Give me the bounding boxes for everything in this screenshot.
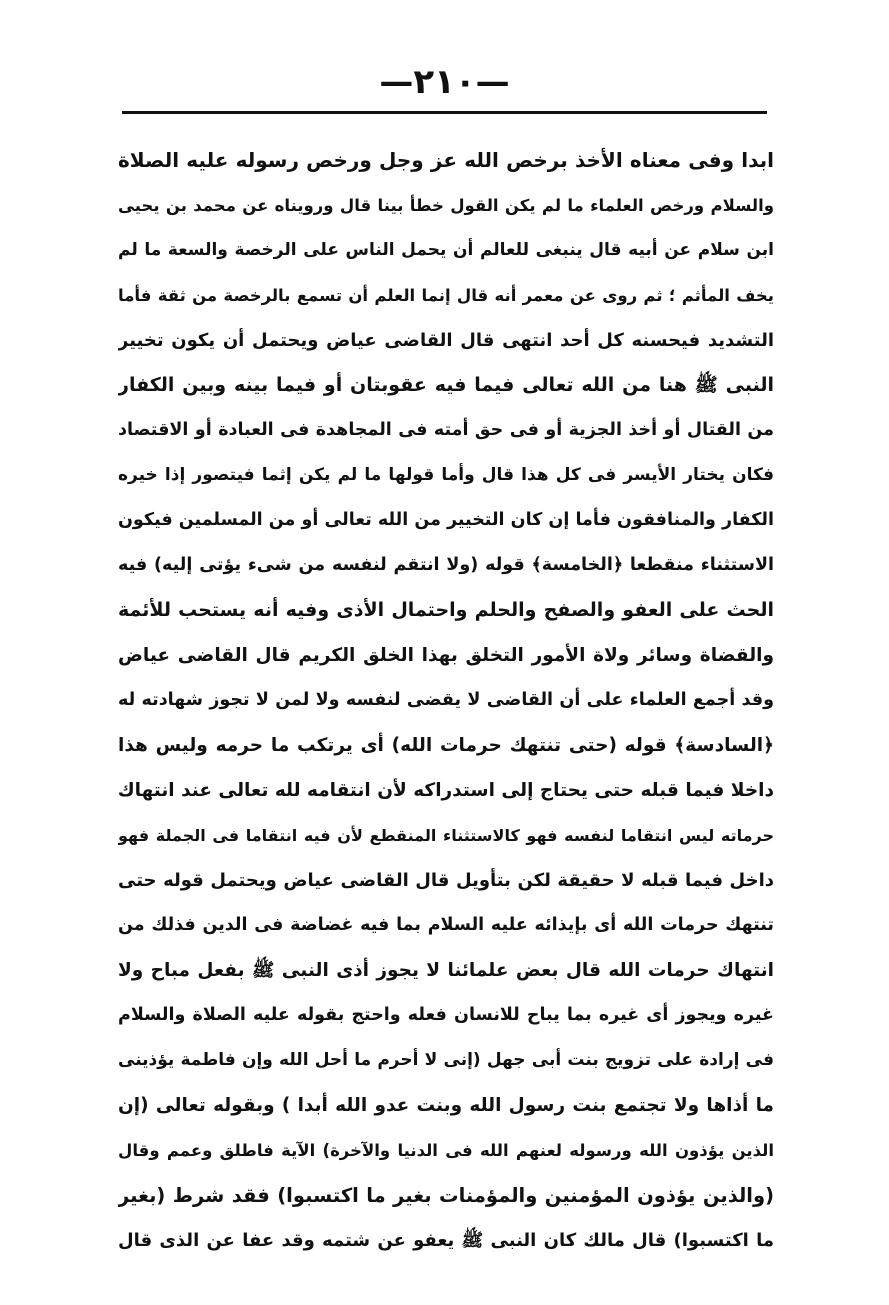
text-line: يخف المأثم ؛ ثم روى عن معمر أنه قال إنما العلم أن تسمع بالرخصة من ثقة فأما xyxy=(118,286,774,305)
page-number: —٢١٠— xyxy=(379,62,510,102)
text-line: والسلام ورخص العلماء ما لم يكن القول خطأ بينا قال ورويناه عن محمد بن يحيى xyxy=(118,196,774,215)
text-line: ما أذاها ولا تجتمع بنت رسول الله وبنت عدو الله أبدا ) وبقوله تعالى (إن xyxy=(118,1095,774,1116)
text-line: حرماته ليس انتقاما لنفسه فهو كالاستثناء المنقطع لأن فيه انتقاما فى الجملة فهو xyxy=(118,826,774,845)
body-text xyxy=(118,138,774,1263)
text-line: الذين يؤذون الله ورسوله لعنهم الله فى الدنيا والآخرة) الآية فاطلق وعمم وقال xyxy=(118,1141,774,1160)
text-line: غيره ويجوز أى غيره بما يباح للانسان فعله واحتج بقوله عليه الصلاة والسلام xyxy=(118,1005,774,1025)
text-line: التشديد فيحسنه كل أحد انتهى قال القاضى عياض ويحتمل أن يكون تخيير xyxy=(118,330,774,351)
text-line: من القتال أو أخذ الجزية أو فى حق أمته فى المجاهدة فى العبادة أو الاقتصاد xyxy=(118,420,774,440)
text-line: الحث على العفو والصفح والحلم واحتمال الأذى وفيه أنه يستحب للأئمة xyxy=(118,599,774,621)
text-line: (والذين يؤذون المؤمنين والمؤمنات بغير ما اكتسبوا) فقد شرط (بغير xyxy=(118,1184,774,1207)
text-line: فكان يختار الأيسر فى كل هذا قال وأما قولها ما لم يكن إثما فيتصور إذا خيره xyxy=(118,465,774,485)
text-line: وقد أجمع العلماء على أن القاضى لا يقضى لنفسه ولا لمن لا تجوز شهادته له xyxy=(118,690,774,710)
text-line: الكفار والمنافقون فأما إن كان التخيير من الله تعالى أو من المسلمين فيكون xyxy=(118,510,774,530)
header-rule xyxy=(122,111,767,114)
text-line: ابن سلام عن أبيه قال ينبغى للعالم أن يحمل الناس على الرخصة والسعة ما لم xyxy=(118,240,774,260)
text-line: الاستثناء منقطعا ﴿الخامسة﴾ قوله (ولا انتقم لنفسه من شىء يؤتى إليه) فيه xyxy=(118,555,774,575)
text-line: داخل فيما قبله لا حقيقة لكن بتأويل قال القاضى عياض ويحتمل قوله حتى xyxy=(118,870,774,891)
text-line: ﴿السادسة﴾ قوله (حتى تنتهك حرمات الله) أى يرتكب ما حرمه وليس هذا xyxy=(118,735,774,756)
text-line: النبى ﷺ هنا من الله تعالى فيما فيه عقوبتان أو فيما بينه وبين الكفار xyxy=(118,374,774,396)
text-line: ما اكتسبوا) قال مالك كان النبى ﷺ يعفو عن شتمه وقد عفا عن الذى قال xyxy=(118,1230,774,1251)
text-line: ابدا وفى معناه الأخذ برخص الله عز وجل ورخص رسوله عليه الصلاة xyxy=(118,148,774,172)
text-line: داخلا فيما قبله حتى يحتاج إلى استدراكه لأن انتقامه لله تعالى عند انتهاك xyxy=(118,780,774,801)
text-line: انتهاك حرمات الله قال بعض علمائنا لا يجوز أذى النبى ﷺ بفعل مباح ولا xyxy=(118,960,774,981)
text-line: تنتهك حرمات الله أى بإيذائه عليه السلام بما فيه غضاضة فى الدين فذلك من xyxy=(118,915,774,935)
text-line: والقضاة وسائر ولاة الأمور التخلق بهذا الخلق الكريم قال القاضى عياض xyxy=(118,645,774,666)
text-line: فى إرادة على تزويج بنت أبى جهل (إنى لا أحرم ما أحل الله وإن فاطمة يؤذينى xyxy=(118,1050,774,1070)
